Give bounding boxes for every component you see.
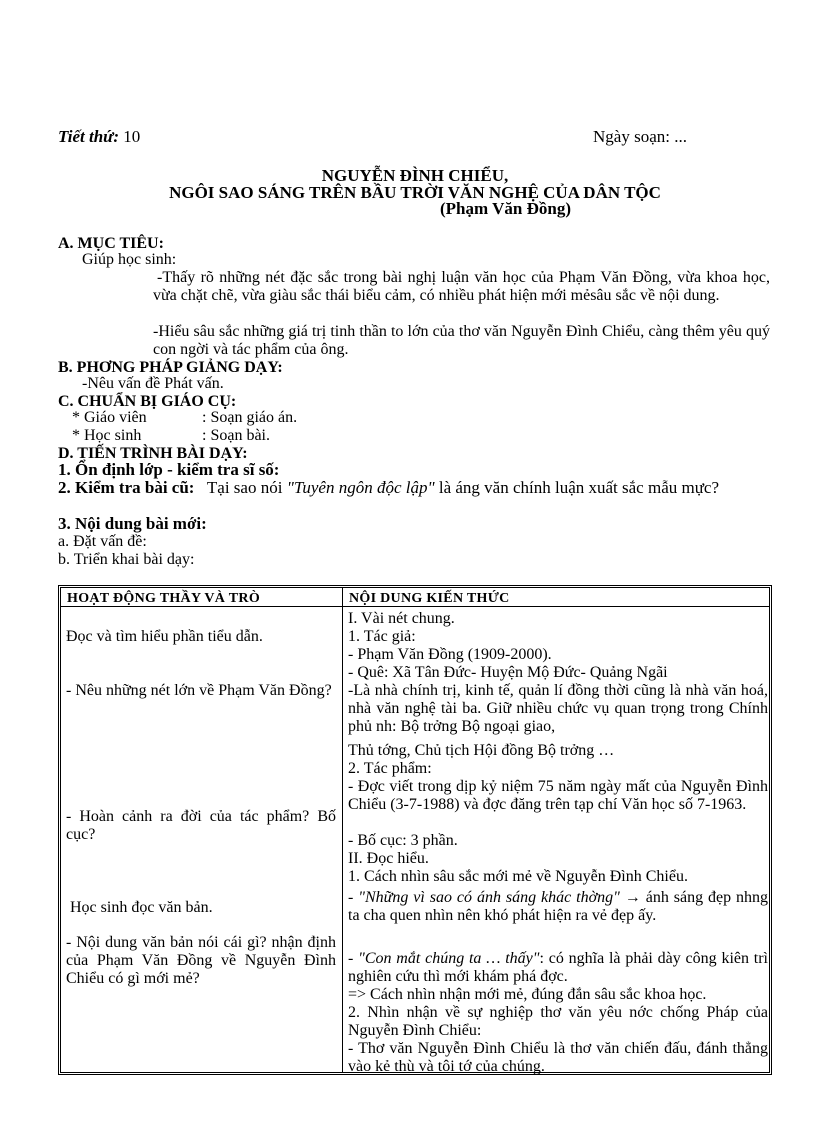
col2-header: NỘI DUNG KIẾN THỨC bbox=[349, 591, 510, 606]
step-2 bbox=[58, 479, 770, 497]
step-2-text-b: là áng văn chính luận xuất sắc mẫu mực? bbox=[438, 478, 720, 497]
right-r7: 2. Tác phẩm: bbox=[348, 760, 432, 777]
section-b-method: -Nêu vấn đề Phát vấn. bbox=[82, 375, 224, 392]
section-a-goal-2: -Hiểu sâu sắc những giá trị tinh thần to lớn của thơ văn Nguyễn Đình Chiểu, càng thêm yêu quý con ngời và tác phẩm của ông. bbox=[153, 323, 770, 358]
section-a-heading: A. MỤC TIÊU: bbox=[58, 235, 164, 252]
arrow-icon: → bbox=[624, 889, 641, 906]
section-b-heading: B. PHƠNG PHÁP GIẢNG DẠY: bbox=[58, 359, 283, 376]
date-prepared: Ngày soạn: ... bbox=[593, 127, 687, 146]
left-q4: Học sinh đọc văn bản. bbox=[70, 899, 213, 916]
right-r10: II. Đọc hiểu. bbox=[348, 850, 429, 867]
section-a-intro: Giúp học sinh: bbox=[82, 251, 177, 268]
step-2-quote: "Tuyên ngôn độc lập" bbox=[286, 478, 435, 497]
sub-a: a. Đặt vấn đề: bbox=[58, 533, 147, 550]
right-r3: - Phạm Văn Đồng (1909-2000). bbox=[348, 646, 552, 663]
left-q3: - Hoàn cảnh ra đời của tác phẩm? Bố cục? bbox=[66, 808, 336, 843]
right-r12 bbox=[348, 889, 768, 925]
sub-b: b. Triển khai bài dạy: bbox=[58, 551, 195, 568]
col1-header: HOẠT ĐỘNG THẦY VÀ TRÒ bbox=[67, 591, 261, 606]
lesson-number: 10 bbox=[123, 127, 141, 146]
right-r13 bbox=[348, 950, 768, 986]
section-a-goal-1 bbox=[153, 269, 770, 305]
right-r14: => Cách nhìn nhận mới mẻ, đúng đắn sâu sắc khoa học. bbox=[348, 986, 707, 1003]
section-a-goal-1-text: -Thấy rõ những nét đặc sắc trong bài nghị luận văn học của Phạm Văn Đồng, vừa khoa học, vừa chặt chẽ, vừa giàu sắc thái biểu cảm, có nhiều phát hiện mới mẻsâu sắc về nội dung. bbox=[153, 269, 770, 304]
step-1: 1. Ổn định lớp - kiểm tra sĩ số: bbox=[58, 460, 280, 479]
right-r13-rest: : có nghĩa là phải dày công kiên trì nghiên cứu thì mới khám phá đợc. bbox=[348, 950, 769, 985]
title-line-2: NGÔI SAO SÁNG TRÊN BẦU TRỜI VĂN NGHỆ CỦA DÂN TỘC bbox=[169, 183, 661, 202]
student-label: * Học sinh bbox=[72, 427, 142, 444]
section-c-heading: C. CHUẨN BỊ GIÁO CỤ: bbox=[58, 393, 237, 410]
step-2-text-a: Tại sao nói bbox=[206, 478, 283, 497]
student-value: : Soạn bài. bbox=[202, 427, 270, 444]
right-r2: 1. Tác giả: bbox=[348, 628, 416, 645]
step-2-label: 2. Kiểm tra bài cũ: bbox=[58, 478, 195, 497]
section-d-heading: D. TIẾN TRÌNH BÀI DẠY: bbox=[58, 445, 248, 462]
right-r12-rest: ánh sáng đẹp nhng ta cha quen nhìn nên khó phát hiện ra vẻ đẹp ấy. bbox=[348, 889, 769, 924]
teacher-value: : Soạn giáo án. bbox=[202, 409, 298, 426]
left-q2: - Nêu những nét lớn về Phạm Văn Đồng? bbox=[66, 682, 332, 699]
teacher-label: * Giáo viên bbox=[72, 409, 147, 426]
right-r13-quote: - "Con mắt chúng ta … thấy" bbox=[348, 950, 540, 967]
step-3: 3. Nội dung bài mới: bbox=[58, 514, 207, 533]
title-line-1: NGUYỄN ĐÌNH CHIỂU, bbox=[321, 166, 509, 185]
lesson-table bbox=[58, 585, 772, 1075]
right-r4: - Quê: Xã Tân Đức- Huyện Mộ Đức- Quảng Ngãi bbox=[348, 664, 668, 681]
lesson-line bbox=[58, 128, 140, 146]
right-r9: - Bố cục: 3 phần. bbox=[348, 832, 458, 849]
left-q1: Đọc và tìm hiểu phần tiểu dẫn. bbox=[66, 628, 263, 645]
right-r8: - Đợc viết trong dịp kỷ niệm 75 năm ngày mất của Nguyễn Đình Chiểu (3-7-1988) và đợc đăng trên tạp chí Văn học số 7-1963. bbox=[348, 778, 768, 813]
column-divider bbox=[342, 588, 343, 1072]
right-r12-quote: - "Những vì sao có ánh sáng khác thờng" bbox=[348, 889, 620, 906]
right-r16: - Thơ văn Nguyễn Đình Chiểu là thơ văn chiến đấu, đánh thẳng vào kẻ thù và tôi tớ của chúng. bbox=[348, 1040, 768, 1075]
right-r6: Thủ tớng, Chủ tịch Hội đồng Bộ trởng … bbox=[348, 742, 615, 759]
left-q5: - Nội dung văn bản nói cái gì? nhận định của Phạm Văn Đồng về Nguyễn Đình Chiểu có gì mới mẻ? bbox=[66, 934, 336, 987]
right-r5: -Là nhà chính trị, kinh tế, quản lí đồng thời cũng là nhà văn hoá, nhà văn nghệ tài ba. Giữ nhiều chức vụ quan trọng trong Chính phủ nh: Bộ trởng Bộ ngoại giao, bbox=[348, 682, 768, 735]
right-r11: 1. Cách nhìn sâu sắc mới mẻ về Nguyễn Đình Chiểu. bbox=[348, 868, 688, 885]
lesson-label: Tiết thứ: bbox=[58, 127, 120, 146]
title-author: (Phạm Văn Đồng) bbox=[440, 199, 571, 218]
right-r15: 2. Nhìn nhận về sự nghiệp thơ văn yêu nớc chống Pháp của Nguyễn Đình Chiểu: bbox=[348, 1004, 768, 1039]
right-r1: I. Vài nét chung. bbox=[348, 610, 455, 627]
